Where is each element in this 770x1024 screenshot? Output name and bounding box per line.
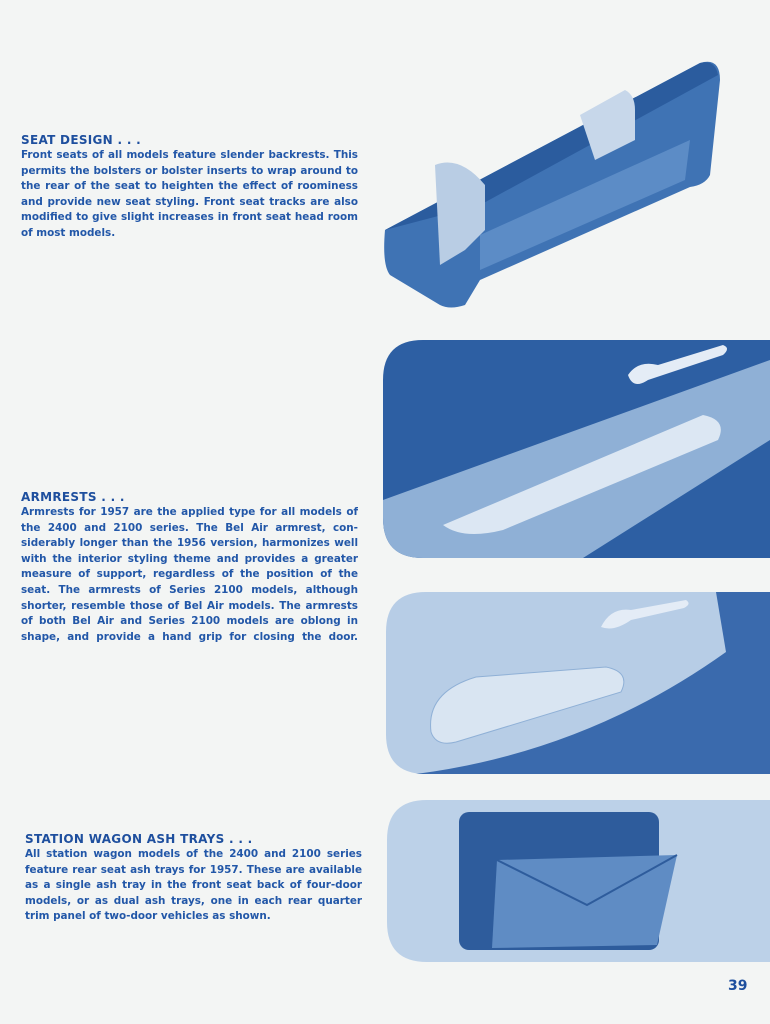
text-line: models, or as dual ash trays, one in each rear quarter bbox=[25, 894, 362, 907]
text-line: shape, and provide a hand grip for closing the door. bbox=[21, 630, 358, 643]
series-2100-armrest-photo bbox=[386, 592, 770, 774]
text-line: shorter, resemble those of Bel Air models. The armrests bbox=[21, 599, 358, 612]
text-line: with the interior styling theme and provides a greater bbox=[21, 552, 358, 565]
text-line: feature rear seat ash trays for 1957. These are available bbox=[25, 863, 362, 876]
text-line: of both Bel Air and Series 2100 models are oblong in bbox=[21, 615, 358, 628]
section-ash-trays bbox=[25, 832, 362, 925]
seat-photo bbox=[380, 55, 725, 315]
text-line: and provide new seat styling. Front seat tracks are also bbox=[21, 195, 358, 208]
text-line: measure of support, regardless of the position of the bbox=[21, 568, 358, 581]
text-line: the rear of the seat to heighten the effect of roominess bbox=[21, 180, 358, 193]
text-line: trim panel of two-door vehicles as shown. bbox=[25, 910, 271, 923]
text-line: modified to give slight increases in front seat head room bbox=[21, 211, 358, 224]
text-line: as a single ash tray in the front seat back of four-door bbox=[25, 879, 362, 892]
section-armrests bbox=[21, 490, 358, 645]
page-number: 39 bbox=[728, 978, 748, 994]
section-seat-design bbox=[21, 133, 358, 242]
text-line: All station wagon models of the 2400 and 2100 series bbox=[25, 848, 362, 860]
text-line: Armrests for 1957 are the applied type for all models of bbox=[21, 506, 358, 518]
text-line: seat. The armrests of Series 2100 models, although bbox=[21, 583, 358, 596]
section-heading: STATION WAGON ASH TRAYS . . . bbox=[25, 832, 253, 846]
text-line: of most models. bbox=[21, 226, 116, 239]
section-heading: ARMRESTS . . . bbox=[21, 490, 125, 504]
section-heading: SEAT DESIGN . . . bbox=[21, 133, 142, 147]
text-line: siderably longer than the 1956 version, harmonizes well bbox=[21, 537, 358, 550]
text-line: the 2400 and 2100 series. The Bel Air armrest, con- bbox=[21, 521, 358, 534]
text-line: permits the bolsters or bolster inserts to wrap around to bbox=[21, 164, 358, 177]
ash-tray-photo bbox=[387, 800, 770, 962]
text-line: Front seats of all models feature slender backrests. This bbox=[21, 149, 358, 161]
bel-air-armrest-photo bbox=[383, 340, 770, 558]
